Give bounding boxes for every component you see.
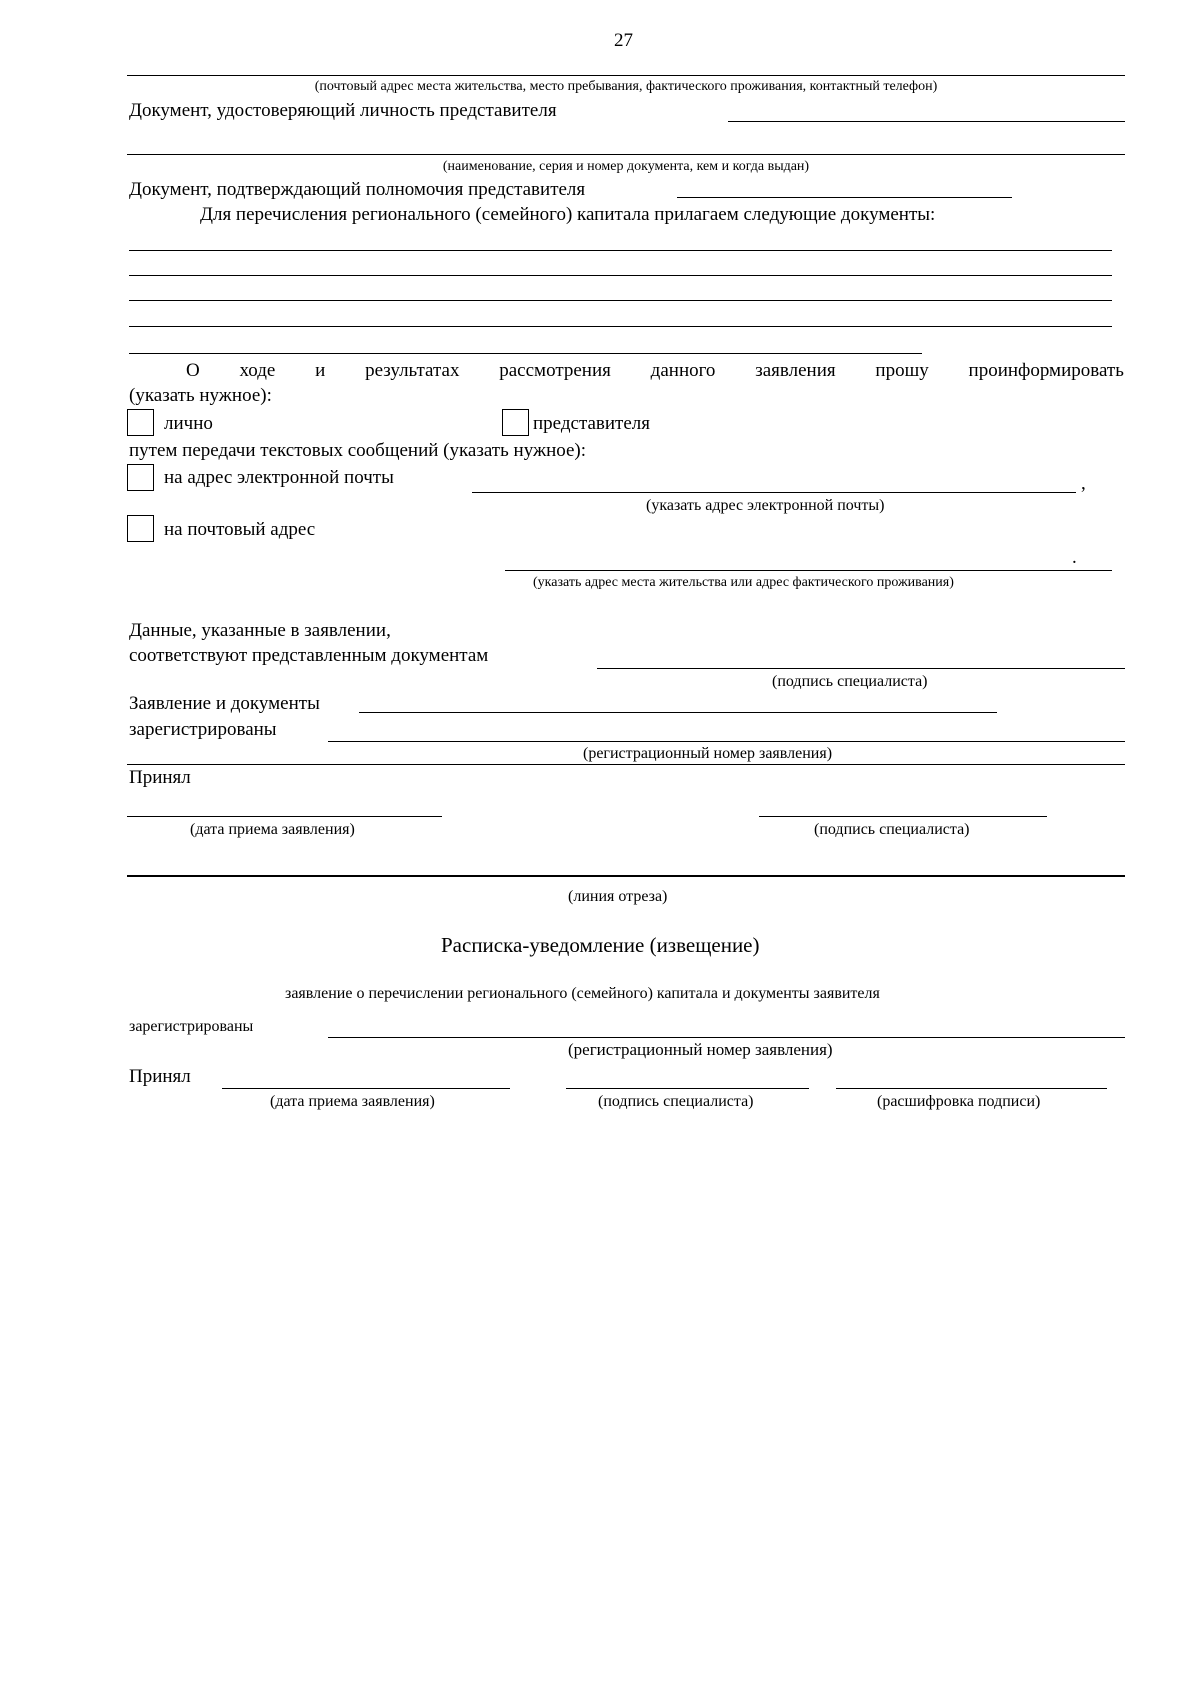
receipt-regnum-field[interactable] <box>328 1037 1125 1038</box>
receipt-statement: заявление о перечислении регионального (семейного) капитала и документы заявителя <box>285 985 880 1002</box>
receipt-sign-field[interactable] <box>566 1088 809 1089</box>
notify-word: проинформировать <box>968 360 1124 381</box>
caption-address: (почтовый адрес места жительства, место пребывания, фактического проживания, контактный телефон) <box>314 79 938 94</box>
cut-line <box>127 875 1125 877</box>
caption-sign2: (подпись специалиста) <box>814 821 970 838</box>
address-line[interactable] <box>127 75 1125 76</box>
opt-representative-label: представителя <box>533 413 651 434</box>
data-line2: соответствуют представленным документам <box>129 645 489 666</box>
notify-word: прошу <box>875 360 929 381</box>
caption-post: (указать адрес места жительства или адрес фактического проживания) <box>533 575 954 590</box>
receipt-date-field[interactable] <box>222 1088 510 1089</box>
opt-email-label: на адрес электронной почты <box>164 467 394 488</box>
post-address-field[interactable] <box>505 570 1112 571</box>
reg-line2: зарегистрированы <box>129 719 277 740</box>
page-number: 27 <box>614 30 633 51</box>
opt-post-label: на почтовый адрес <box>164 519 316 540</box>
reg-line1: Заявление и документы <box>129 693 320 714</box>
notify-word: результатах <box>365 360 460 381</box>
receipt-registered: зарегистрированы <box>129 1018 254 1035</box>
caption-email: (указать адрес электронной почты) <box>646 497 885 514</box>
accepted-label: Принял <box>129 767 191 788</box>
checkbox-email[interactable] <box>127 464 154 491</box>
attach-line-1[interactable] <box>129 250 1112 251</box>
receipt-caption-date: (дата приема заявления) <box>270 1093 435 1110</box>
checkbox-post[interactable] <box>127 515 154 542</box>
rep-id-field[interactable] <box>728 121 1125 122</box>
email-field[interactable] <box>472 492 1076 493</box>
data-line1: Данные, указанные в заявлении, <box>129 620 391 641</box>
accept-date-field[interactable] <box>127 816 442 817</box>
reg-number-field[interactable] <box>328 741 1125 742</box>
attach-line-4[interactable] <box>129 326 1112 327</box>
receipt-caption-sign: (подпись специалиста) <box>598 1093 754 1110</box>
notify-line2: (указать нужное): <box>129 385 272 406</box>
caption-sign1: (подпись специалиста) <box>772 673 928 690</box>
notify-word: данного <box>650 360 716 381</box>
notify-word: и <box>315 360 326 381</box>
receipt-decode-field[interactable] <box>836 1088 1107 1089</box>
opt-personally-label: лично <box>164 413 213 434</box>
checkbox-representative[interactable] <box>502 409 529 436</box>
reg-field-1[interactable] <box>359 712 997 713</box>
receipt-caption-decode: (расшифровка подписи) <box>877 1093 1041 1110</box>
attach-line-2[interactable] <box>129 275 1112 276</box>
rep-id-label: Документ, удостоверяющий личность представителя <box>129 100 557 121</box>
receipt-caption-regnum: (регистрационный номер заявления) <box>568 1040 833 1059</box>
receipt-accepted: Принял <box>129 1066 191 1087</box>
attach-line-5[interactable] <box>129 353 922 354</box>
post-dot: . <box>1072 547 1077 568</box>
attach-intro: Для перечисления регионального (семейного) капитала прилагаем следующие документы: <box>200 204 936 225</box>
receipt-title: Расписка-уведомление (извещение) <box>441 933 760 957</box>
specialist-sign-field[interactable] <box>597 668 1125 669</box>
accept-sign-field[interactable] <box>759 816 1047 817</box>
authority-label: Документ, подтверждающий полномочия представителя <box>129 179 586 200</box>
checkbox-personally[interactable] <box>127 409 154 436</box>
caption-regnum: (регистрационный номер заявления) <box>583 745 833 762</box>
notify-line1 <box>129 360 1124 382</box>
cut-line-caption: (линия отреза) <box>568 888 668 905</box>
authority-field[interactable] <box>677 197 1012 198</box>
via-text: путем передачи текстовых сообщений (указать нужное): <box>129 440 587 461</box>
notify-word: ходе <box>239 360 276 381</box>
caption-date: (дата приема заявления) <box>190 821 355 838</box>
caption-doc: (наименование, серия и номер документа, кем и когда выдан) <box>442 159 810 174</box>
notify-word: О <box>186 360 200 381</box>
email-comma: , <box>1081 473 1086 494</box>
notify-word: рассмотрения <box>499 360 611 381</box>
rep-id-field-line2[interactable] <box>127 154 1125 155</box>
divider-line <box>127 764 1125 765</box>
attach-line-3[interactable] <box>129 300 1112 301</box>
notify-word: заявления <box>755 360 836 381</box>
